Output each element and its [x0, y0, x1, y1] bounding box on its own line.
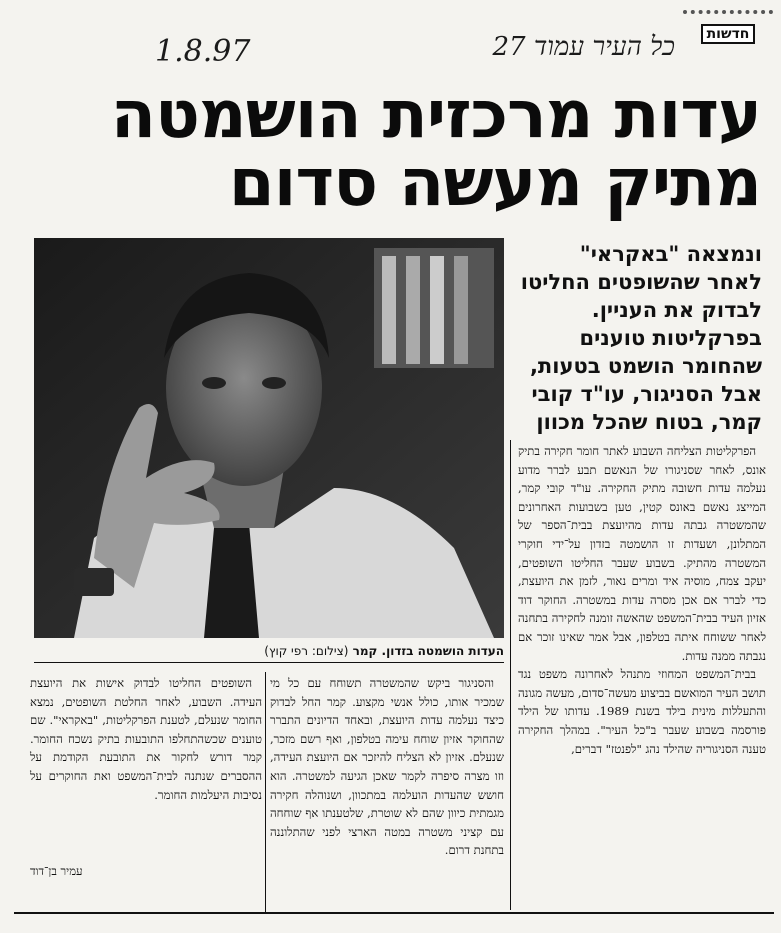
handwritten-date: 1.8.97 [155, 34, 251, 69]
column-divider [510, 440, 511, 910]
photo-credit: (צילום: רפי קוץ) [264, 644, 349, 658]
paragraph: והסניגור ביקש שהמשטרה תשוחח עם כל מי שמכיר אותו, כולל אנשי מקצוע. קמר החל לבדוק כיצד נעלמה עדות היועצת, ובאחד הדיונים התברר שהחוקר אזיון שוחח עימה בטלפון, ואף רשם מזכר, שנעלם. אזיון לא הצליח להיזכר אם היועצת העידה, וזו מצרה סיפרה לקמר שאכן הגיעה למשטרה. הוא חושש שהעדות הועלמה במתכוון, ושנוהלה חקירה מגמתית כיוון שהם לא שוטרת, שלטענתו אף שוחחה עם קציני משטרה במטה הארצי לפני שהתלוננה בתחנת דרום. [270, 676, 504, 858]
bottom-divider [14, 912, 774, 914]
section-tag [683, 10, 773, 44]
headline-line-1: עדות מרכזית הושמטה [110, 76, 761, 153]
photo-caption-text: העדות הושמטה בזדון. קמר [352, 644, 504, 658]
section-tag-label: חדשות [701, 24, 756, 44]
portrait-image [34, 238, 504, 638]
column-divider [265, 672, 266, 912]
paragraph: הפרקליטות הצליחה השבוע לאתר חומר חקירה בתיק אונס, לאחר שסניגורו של הנאשם תבע לברר מדוע נעלמה עדות חשובה מתיק החקירה. עו"ד קובי קמר, המייצג נאשם באונס קטין, טען בשבועות האחרונים שהמשטרה גבתה עדות מהיועצת בבית־הספר של המתלונן, ושעדות זו הושמטה בזדון על־ידי חוקרי המשטרה מהתיק. בשבוע שעבר החליטו השופטים, יעקב צמח, מוסיה איד ומרים נאור, לזמן את היועצת, כדי לברר אם אכן מסרה עדות במשטרה. החוקר דוד אזיון העיד בבית־המשפט שהאשה זומנה לחקירה בתחנה לאחר ששוחח איתה בטלפון, אבל אמר שאינו זוכר אם נגבתה ממנה עדות. [518, 444, 766, 663]
article-photo [34, 238, 504, 638]
byline: עמיר בן־דוד [30, 864, 83, 878]
handwritten-note: כל העיר עמוד 27 [492, 32, 675, 62]
headline-line-2: מתיק מעשה סדום [228, 144, 761, 221]
article-column-left [30, 674, 262, 804]
article-column-middle [270, 674, 504, 860]
photo-caption [34, 644, 504, 658]
article-column-right [518, 442, 766, 758]
paragraph: השופטים החליטו לבדוק אישות את היועצת העידה. השבוע, לאחר החלטת השופטים, נמצא החומר שנעלם, לטענת הפרקליטות, "באקראי". שם טוענים שכשהתחלפו התובעות בתיק נשכח החומר. קמר דורש לחקור את התובעת הקודמת על ההסברים שנתנה לבית־המשפט ואת החוקרים על נסיבות היעלמות החומר. [30, 676, 262, 802]
article-lead: ונמצאה "באקראי" לאחר שהשופטים החליטו לבדוק את העניין. בפרקליטות טוענים שהחומר הושמט בטעות, אבל הסניגור, עו"ד קובי קמר, בטוח שהכל מכוון [520, 242, 762, 434]
paragraph: בבית־המשפט המחוזי מתנהל לאחרונה משפט נגד תושב העיר המואשם בביצוע מעשה־סדום, מעשה מגונה והתעללות מינית בילד בשנת 1989. עדותו של הילד פורסמה בשבוע שעבר ב"כל העיר". במהלך החקירה טענה הסניגוריה שהילד נהג "לפנטז" דברים, [518, 667, 766, 756]
caption-divider [34, 662, 504, 663]
